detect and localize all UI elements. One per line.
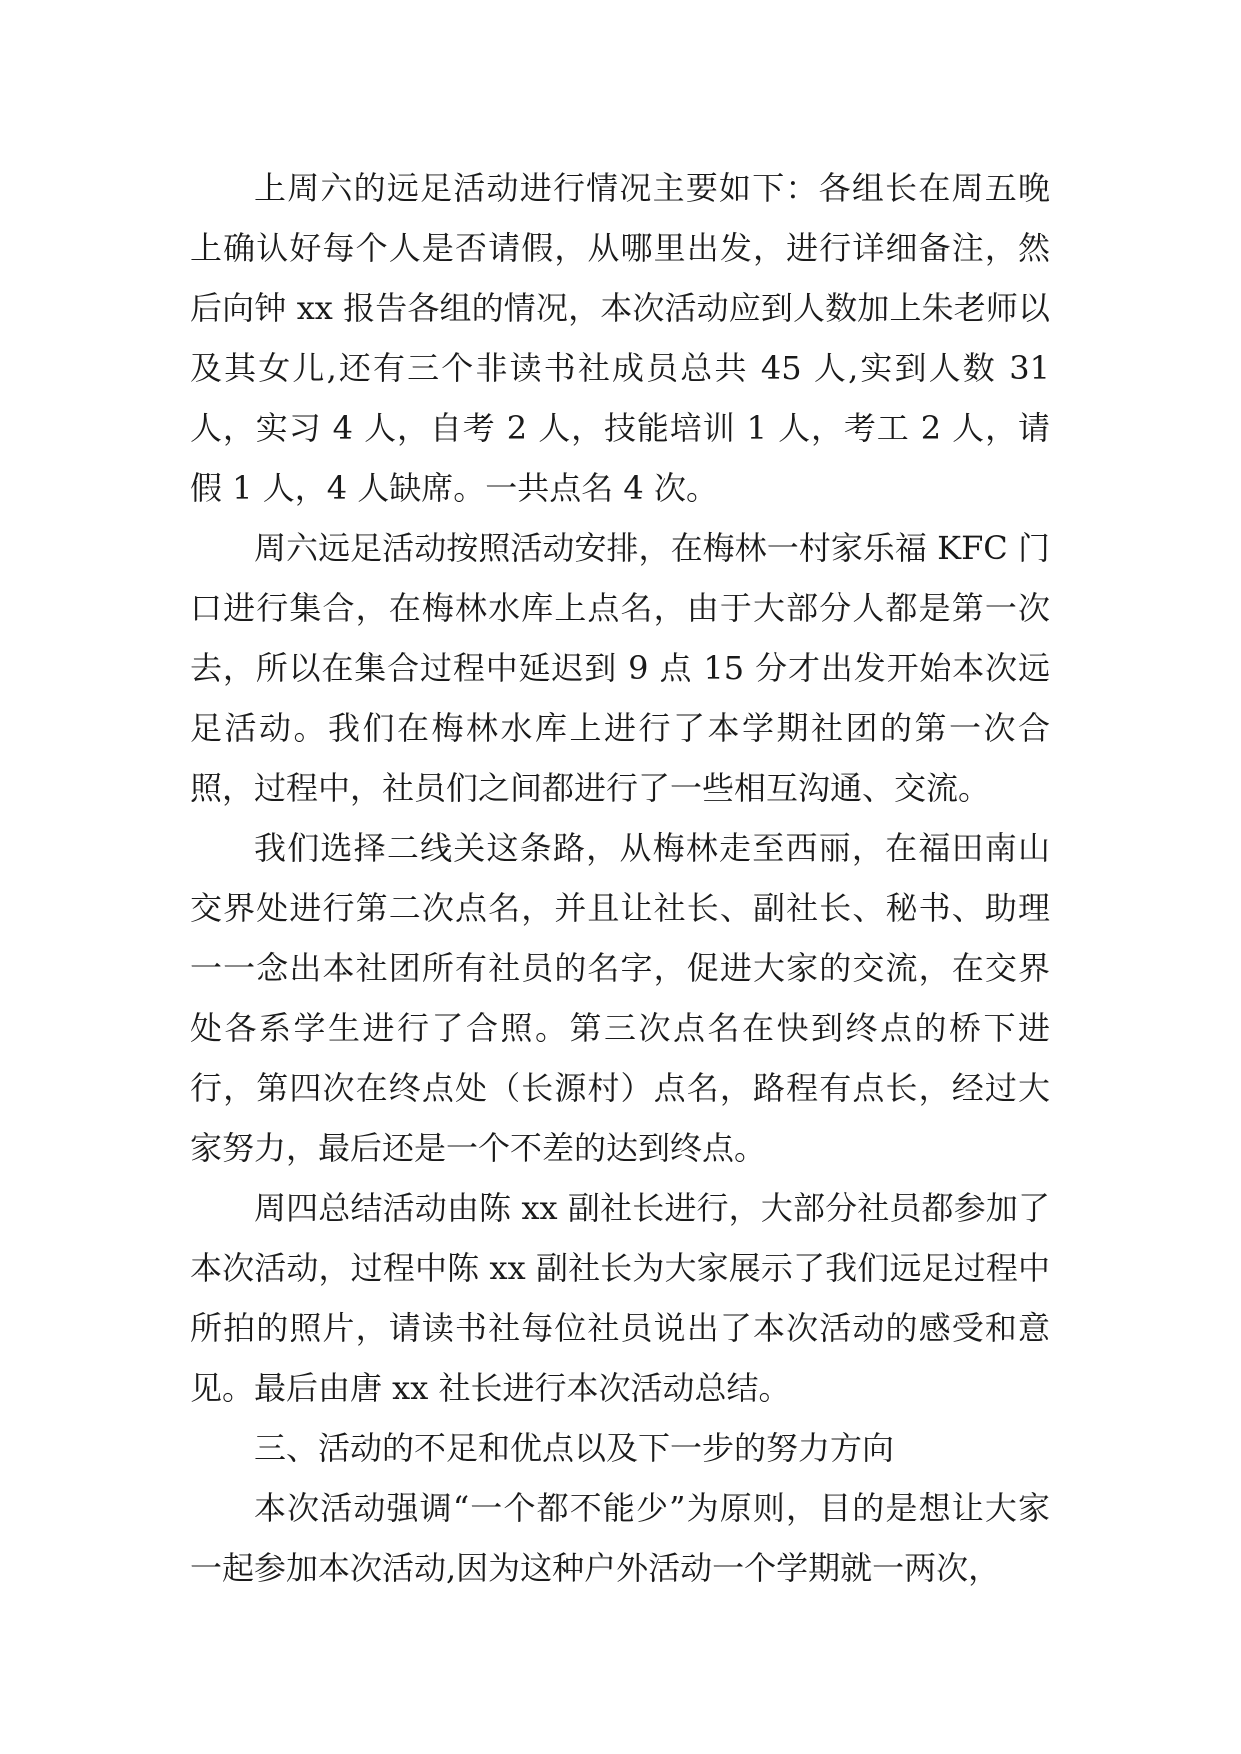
paragraph-summary-meeting: 周四总结活动由陈 xx 副社长进行，大部分社员都参加了本次活动，过程中陈 xx 副社长为大家展示了我们远足过程中所拍的照片，请读书社每位社员说出了本次活动的感受和意见。最后由唐 xx 社长进行本次活动总结。 (190, 1189, 1050, 1407)
document-body (190, 158, 1050, 1598)
section-heading: 三、活动的不足和优点以及下一步的努力方向 (254, 1429, 895, 1467)
paragraph-principle: 本次活动强调“一个都不能少”为原则，目的是想让大家一起参加本次活动,因为这种户外活动一个学期就一两次， (190, 1489, 1050, 1587)
paragraph-hike-route: 我们选择二线关这条路，从梅林走至西丽，在福田南山交界处进行第二次点名，并且让社长、副社长、秘书、助理一一念出本社团所有社员的名字，促进大家的交流，在交界处各系学生进行了合照。第三次点名在快到终点的桥下进行，第四次在终点处（长源村）点名，路程有点长，经过大家努力，最后还是一个不差的达到终点。 (190, 829, 1050, 1167)
paragraph-hike-assembly: 周六远足活动按照活动安排，在梅林一村家乐福 KFC 门口进行集合，在梅林水库上点名，由于大部分人都是第一次去，所以在集合过程中延迟到 9 点 15 分才出发开始本次远足活动。我们在梅林水库上进行了本学期社团的第一次合照，过程中，社员们之间都进行了一些相互沟通、交流。 (190, 529, 1050, 807)
paragraph-hike-attendance: 上周六的远足活动进行情况主要如下：各组长在周五晚上确认好每个人是否请假，从哪里出发，进行详细备注，然后向钟 xx 报告各组的情况，本次活动应到人数加上朱老师以及其女儿,还有三个非读书社成员总共 45 人,实到人数 31 人，实习 4 人，自考 2 人，技能培训 1 人，考工 2 人，请假 1 人，4 人缺席。一共点名 4 次。 (190, 169, 1050, 507)
